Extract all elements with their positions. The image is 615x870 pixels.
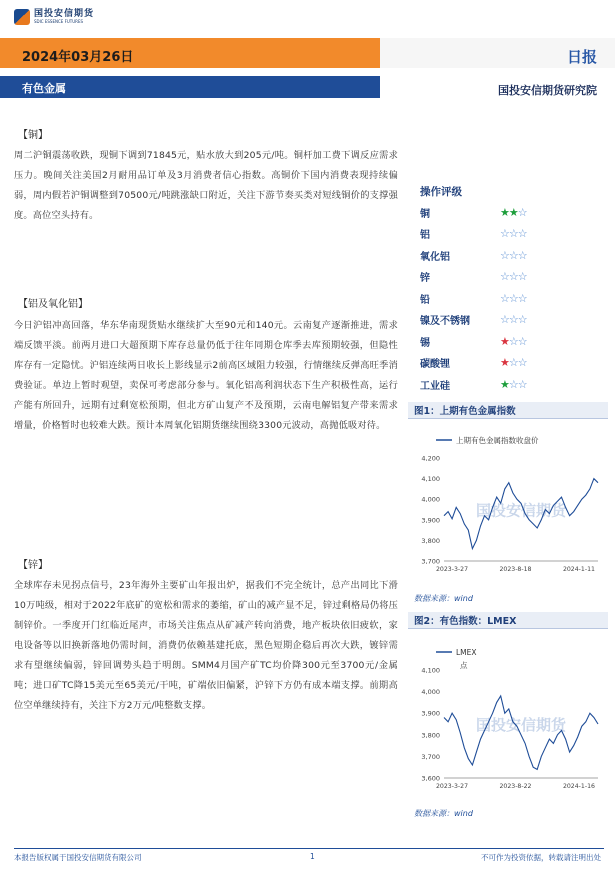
rating-row <box>420 224 600 244</box>
figure-source-1: 数据来源：wind <box>414 594 473 603</box>
footer-copyright: 本报告版权属于国投安信期货有限公司 <box>14 853 142 862</box>
section-title-zinc: 【锌】 <box>18 560 48 571</box>
rating-name: 铝 <box>420 230 430 241</box>
star-filled-icon: ★ <box>500 377 509 391</box>
rating-row <box>420 310 600 330</box>
rating-stars <box>500 292 527 305</box>
x-tick-label: 2023-3-27 <box>435 783 469 790</box>
chart-watermark: 国投安信期货 <box>475 501 567 520</box>
star-empty-icon: ☆ <box>517 313 527 326</box>
star-empty-icon: ☆ <box>500 291 509 305</box>
star-empty-icon: ☆ <box>508 377 518 391</box>
star-empty-icon: ☆ <box>517 356 527 369</box>
header-sector-bar <box>0 76 615 102</box>
section-text-zinc: 全球库存未见拐点信号，23年海外主要矿山年报出炉，据我们不完全统计，总产出同比下滑10万吨级，相对于2022年底矿的宽松和需求的萎缩，矿山的减产显不足，锌过剩格局仍将压制锌价。一季度开门红临近尾声，市场关注焦点从矿减产转向消费，地产板块依旧疲软，家电设备等以旧换新落地仍需时间，消费仍依赖基建托底，黑色短期企稳后再次大跌，镀锌需求有望继续偏弱，锌回调势头趋于明朗。SMM4月国产矿TC均价降300元至3700元/金属吨；进口矿TC降15美元至65美元/干吨，矿端依旧偏紧，沪锌下方仍有成本端支撑。前期高位空单继续持有，关注下方2万元/吨整数支撑。 <box>14 580 398 711</box>
report-type: 日报 <box>566 48 597 66</box>
star-empty-icon: ☆ <box>508 334 518 348</box>
chart-shfe-index <box>410 428 606 583</box>
star-empty-icon: ☆ <box>508 356 518 369</box>
x-tick-label: 2023-8-22 <box>499 783 532 790</box>
rating-name: 锌 <box>420 273 430 284</box>
star-empty-icon: ☆ <box>517 334 527 348</box>
rating-name: 铜 <box>420 208 430 220</box>
y-tick-label: 3,900 <box>421 709 440 718</box>
legend-label: LMEX <box>456 648 477 657</box>
chart-shfe-svg <box>410 428 606 583</box>
star-empty-icon: ☆ <box>517 377 527 391</box>
unit-label: 点 <box>460 661 468 670</box>
star-empty-icon: ☆ <box>517 291 527 305</box>
star-filled-icon: ★ <box>500 334 509 348</box>
star-empty-icon: ☆ <box>517 227 527 240</box>
rating-stars <box>500 206 527 219</box>
sector-label: 有色金属 <box>22 82 66 95</box>
star-filled-icon: ★ <box>508 205 518 219</box>
star-empty-icon: ☆ <box>500 227 509 240</box>
section-text-copper: 周二沪铜震荡收跌，现铜下调到71845元，贴水放大到205元/吨。铜杆加工费下调反应需求压力。晚间关注美国2月耐用品订单及3月消费者信心指数。高铜价下国内消费表现持续偏弱，周内假若沪铜调整到70500元/吨跳涨缺口附近，关注下游节奏买类对短线铜价的支撑强度。高位空头持有。 <box>14 150 398 221</box>
star-empty-icon: ☆ <box>500 248 509 262</box>
rating-row <box>420 374 600 394</box>
x-tick-label: 2024-1-16 <box>562 783 595 790</box>
rating-row <box>420 331 600 351</box>
rating-name: 镍及不锈钢 <box>420 316 470 327</box>
institute-name: 国投安信期货研究院 <box>498 84 597 97</box>
star-empty-icon: ☆ <box>508 227 518 240</box>
star-empty-icon: ☆ <box>517 270 527 283</box>
page-number: 1 <box>310 852 315 861</box>
rating-row <box>420 288 600 308</box>
chart-lmex-svg <box>410 640 606 800</box>
logo-name-cn: 国投安信期货 <box>34 9 95 19</box>
section-title-copper: 【铜】 <box>18 130 48 141</box>
y-tick-label: 3,700 <box>421 752 440 761</box>
rating-stars <box>500 313 527 326</box>
y-tick-label: 4,000 <box>421 495 440 504</box>
rating-name: 氧化铝 <box>420 251 450 263</box>
x-tick-label: 2024-1-11 <box>562 566 595 573</box>
logo-icon <box>14 9 30 25</box>
star-empty-icon: ☆ <box>508 248 518 262</box>
star-empty-icon: ☆ <box>508 313 518 326</box>
figure-title-1 <box>408 402 608 419</box>
company-logo <box>14 9 94 25</box>
x-tick-label: 2023-3-27 <box>435 566 469 573</box>
y-tick-label: 4,100 <box>421 475 440 484</box>
section-text-aluminum: 今日沪铝冲高回落，华东华南现货贴水继续扩大至90元和140元。云南复产逐渐推进，需求端反馈平淡。前两月进口大超预期下库存总量仍低于往年同期仓库季去库预期较强，但隐性库存有一定隐忧。沪铝连续两日收长上影线显示2前高区域阻力较强，行情继续反弹高旺季消费验证。单边上暂时观望，卖保可考虑部分参与。氧化铝高利润状态下生产积极性高，运行产能有所回升，远期有过剩宽松预期，但北方矿山复产不及预期，云南电解铝复产带来需求增量，价格暂时也较难大跌。预计本周氧化铝期货继续围绕3300元波动，高抛低吸对待。 <box>14 320 399 431</box>
rating-name: 碳酸锂 <box>420 359 450 370</box>
header-date-bar <box>0 38 615 74</box>
report-date: 2024年03月26日 <box>22 50 134 65</box>
chart-watermark: 国投安信期货 <box>475 716 567 734</box>
star-filled-icon: ★ <box>500 356 509 369</box>
star-empty-icon: ☆ <box>517 205 527 219</box>
y-tick-label: 3,900 <box>421 516 440 525</box>
logo-name-en: SDIC ESSENCE FUTURES <box>34 19 84 24</box>
rating-row <box>420 245 600 265</box>
rating-stars <box>500 249 527 262</box>
rating-row <box>420 353 600 373</box>
rating-title: 操作评级 <box>420 186 462 198</box>
footer-disclaimer: 不可作为投资依据，转载请注明出处 <box>481 853 601 862</box>
legend-label: 上期有色金属指数收盘价 <box>456 436 539 445</box>
footer-divider <box>14 848 604 849</box>
star-empty-icon: ☆ <box>500 313 509 326</box>
section-title-aluminum: 【铝及氧化铝】 <box>18 299 88 310</box>
star-empty-icon: ☆ <box>508 291 518 305</box>
rating-stars <box>500 227 527 240</box>
rating-stars <box>500 378 527 391</box>
figure-title-2-text: 图2：有色指数：LMEX <box>414 616 517 627</box>
y-tick-label: 3,800 <box>421 536 440 545</box>
rating-stars <box>500 356 527 369</box>
rating-name: 锡 <box>420 337 430 349</box>
star-filled-icon: ★ <box>500 205 509 219</box>
y-tick-label: 4,100 <box>421 666 440 675</box>
rating-row <box>420 202 600 222</box>
figure-title-2 <box>408 612 608 629</box>
figure-title-1-text: 图1：上期有色金属指数 <box>414 406 516 417</box>
rating-name: 工业硅 <box>420 380 450 392</box>
y-tick-label: 4,200 <box>421 454 440 463</box>
y-tick-label: 3,800 <box>421 731 440 740</box>
star-empty-icon: ☆ <box>508 270 518 283</box>
y-tick-label: 3,700 <box>421 557 440 566</box>
star-empty-icon: ☆ <box>517 248 527 262</box>
figure-source-2: 数据来源：wind <box>414 809 473 818</box>
rating-name: 铅 <box>420 294 430 306</box>
y-tick-label: 3,600 <box>421 774 440 783</box>
x-tick-label: 2023-8-18 <box>499 566 532 573</box>
star-empty-icon: ☆ <box>500 270 509 283</box>
y-tick-label: 4,000 <box>421 688 440 697</box>
chart-lmex <box>410 640 606 800</box>
rating-stars <box>500 335 527 348</box>
rating-stars <box>500 270 527 283</box>
rating-row <box>420 267 600 287</box>
